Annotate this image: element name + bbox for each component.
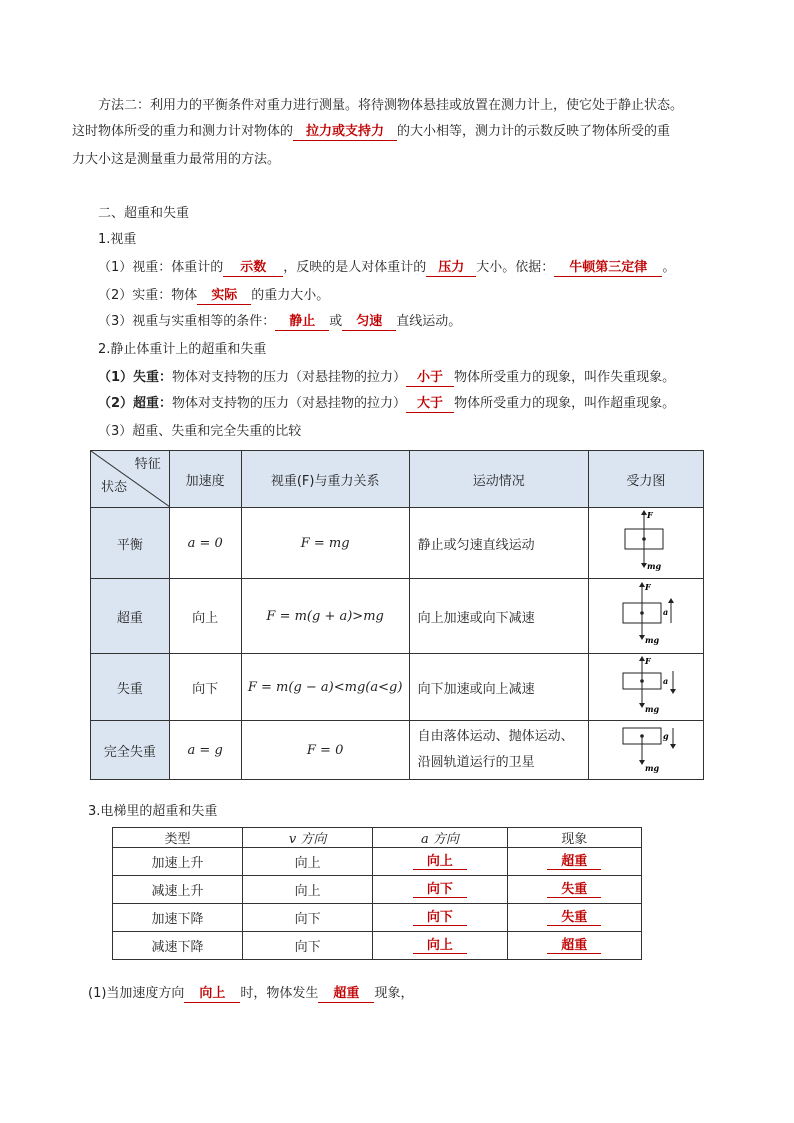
text: （2）超重： xyxy=(98,396,173,411)
a-cell xyxy=(373,848,507,876)
motion-cell: 静止或匀速直线运动 xyxy=(409,508,588,579)
v-cell: 向上 xyxy=(243,848,373,876)
text: ，反映的是人对体重计的 xyxy=(283,260,427,275)
section3-title: 3.电梯里的超重和失重 xyxy=(88,804,218,819)
text: 或 xyxy=(329,314,343,329)
force-diagram xyxy=(588,508,703,579)
text: （1）视重：体重计的 xyxy=(98,260,224,275)
answer: 超重 xyxy=(547,855,601,870)
corner-bottom: 状态 xyxy=(101,480,128,495)
text: 物体对支持物的压力（对悬挂物的拉力） xyxy=(172,396,407,411)
table-header-row xyxy=(113,828,642,848)
answer-blank: 静止 xyxy=(275,314,329,331)
table-row xyxy=(113,932,642,960)
line-d xyxy=(98,368,675,388)
text: 物体对支持物的压力（对悬挂物的拉力） xyxy=(172,370,407,385)
state-cell: 失重 xyxy=(91,654,170,721)
text: 时，物体发生 xyxy=(240,986,319,1001)
v-cell: 向下 xyxy=(243,904,373,932)
last-line xyxy=(88,984,413,1004)
type-cell: 加速下降 xyxy=(113,904,243,932)
answer: 向上 xyxy=(413,939,467,954)
answer: 失重 xyxy=(547,911,601,926)
label-F: F xyxy=(644,582,651,592)
force-diagram xyxy=(588,579,703,654)
acc-cell: a = g xyxy=(169,721,241,780)
phenomenon-cell xyxy=(507,848,641,876)
rel-cell: F = 0 xyxy=(241,721,409,780)
text: 物体所受重力的现象，叫作失重现象。 xyxy=(454,370,676,385)
comparison-table xyxy=(90,450,704,780)
elevator-table xyxy=(112,827,642,960)
label-F: F xyxy=(646,510,653,520)
state-cell: 超重 xyxy=(91,579,170,654)
label-mg: mg xyxy=(644,635,659,645)
force-diagram-balance xyxy=(611,509,681,573)
acc-cell: 向上 xyxy=(169,579,241,654)
force-diagram-weightless xyxy=(611,722,681,774)
rel-cell: F = m(g + a)>mg xyxy=(241,579,409,654)
line-b xyxy=(98,286,329,306)
text: 直线运动。 xyxy=(396,314,462,329)
answer-blank: 示数 xyxy=(223,260,283,277)
text: 的重力大小。 xyxy=(251,288,330,303)
answer: 向上 xyxy=(413,855,467,870)
answer: 超重 xyxy=(547,939,601,954)
acc-cell: 向下 xyxy=(169,654,241,721)
phenomenon-cell xyxy=(507,904,641,932)
table-row xyxy=(91,721,704,780)
force-diagram-underweight xyxy=(611,655,681,715)
answer-blank: 拉力或支持力 xyxy=(293,124,397,141)
section-title: 二、超重和失重 xyxy=(98,206,190,221)
answer-blank: 实际 xyxy=(197,288,251,305)
table-row xyxy=(91,579,704,654)
label-mg: mg xyxy=(644,763,659,773)
text: （1）失重： xyxy=(98,370,173,385)
line-a xyxy=(98,258,675,278)
label-a: a xyxy=(662,676,669,686)
motion-line-2: 沿圆轨道运行的卫星 xyxy=(417,755,535,770)
v-cell: 向上 xyxy=(243,876,373,904)
text: （2）实重：物体 xyxy=(98,288,198,303)
force-diagram xyxy=(588,654,703,721)
text: 这时物体所受的重力和测力计对物体的 xyxy=(72,124,294,139)
v-cell: 向下 xyxy=(243,932,373,960)
header-cell: 加速度 xyxy=(169,451,241,508)
text: 物体所受重力的现象，叫作超重现象。 xyxy=(454,396,676,411)
acc-cell: a = 0 xyxy=(169,508,241,579)
a-cell xyxy=(373,904,507,932)
para1-line1: 方法二：利用力的平衡条件对重力进行测量。将待测物体悬挂或放置在测力计上，使它处于静止状态。 xyxy=(98,98,684,113)
force-diagram xyxy=(588,721,703,780)
phenomenon-cell xyxy=(507,876,641,904)
answer-blank: 牛顿第三定律 xyxy=(554,260,662,277)
answer: 向下 xyxy=(413,911,467,926)
corner-cell xyxy=(91,451,170,508)
text: (1)当加速度方向 xyxy=(88,986,185,1001)
para1-line3: 力大小这是测量重力最常用的方法。 xyxy=(72,152,281,167)
subsection-title-2: 2.静止体重计上的超重和失重 xyxy=(98,342,267,357)
para1-line2 xyxy=(72,122,670,142)
label-g: g xyxy=(662,731,669,741)
phenomenon-cell xyxy=(507,932,641,960)
table-row xyxy=(113,904,642,932)
table-row xyxy=(91,508,704,579)
header-cell: 运动情况 xyxy=(409,451,588,508)
line-f: （3）超重、失重和完全失重的比较 xyxy=(98,424,302,439)
answer-blank: 压力 xyxy=(426,260,476,277)
answer-blank: 大于 xyxy=(406,396,454,413)
line-e xyxy=(98,394,675,414)
answer-blank: 匀速 xyxy=(342,314,396,331)
header-cell: v 方向 xyxy=(243,828,373,848)
motion-cell xyxy=(409,721,588,780)
corner-top: 特征 xyxy=(134,457,161,472)
table-row xyxy=(113,876,642,904)
table-row xyxy=(113,848,642,876)
label-F: F xyxy=(644,656,651,666)
header-cell: 现象 xyxy=(507,828,641,848)
label-mg: mg xyxy=(644,704,659,714)
text: 的大小相等，测力计的示数反映了物体所受的重 xyxy=(397,124,671,139)
text: 大小。依据： xyxy=(476,260,555,275)
line-c xyxy=(98,312,461,332)
type-cell: 加速上升 xyxy=(113,848,243,876)
motion-line-1: 自由落体运动、抛体运动、 xyxy=(417,729,574,744)
a-cell xyxy=(373,932,507,960)
answer: 向下 xyxy=(413,883,467,898)
header-cell: 视重(F)与重力关系 xyxy=(241,451,409,508)
label-a: a xyxy=(662,607,669,617)
label-mg: mg xyxy=(646,561,661,571)
text: 现象， xyxy=(374,986,414,1001)
motion-cell: 向下加速或向上减速 xyxy=(409,654,588,721)
header-cell: a 方向 xyxy=(373,828,507,848)
type-cell: 减速上升 xyxy=(113,876,243,904)
answer-blank: 向上 xyxy=(184,986,240,1003)
motion-cell: 向上加速或向下减速 xyxy=(409,579,588,654)
force-diagram-overweight xyxy=(611,581,681,647)
a-cell xyxy=(373,876,507,904)
rel-cell: F = m(g − a)<mg(a<g) xyxy=(241,654,409,721)
state-cell: 完全失重 xyxy=(91,721,170,780)
type-cell: 减速下降 xyxy=(113,932,243,960)
answer-blank: 小于 xyxy=(406,370,454,387)
table-row xyxy=(91,654,704,721)
answer-blank: 超重 xyxy=(318,986,374,1003)
subsection-title: 1.视重 xyxy=(98,232,137,247)
text: 。 xyxy=(662,260,676,275)
state-cell: 平衡 xyxy=(91,508,170,579)
rel-cell: F = mg xyxy=(241,508,409,579)
header-cell: 类型 xyxy=(113,828,243,848)
header-cell: 受力图 xyxy=(588,451,703,508)
text: （3）视重与实重相等的条件： xyxy=(98,314,276,329)
answer: 失重 xyxy=(547,883,601,898)
